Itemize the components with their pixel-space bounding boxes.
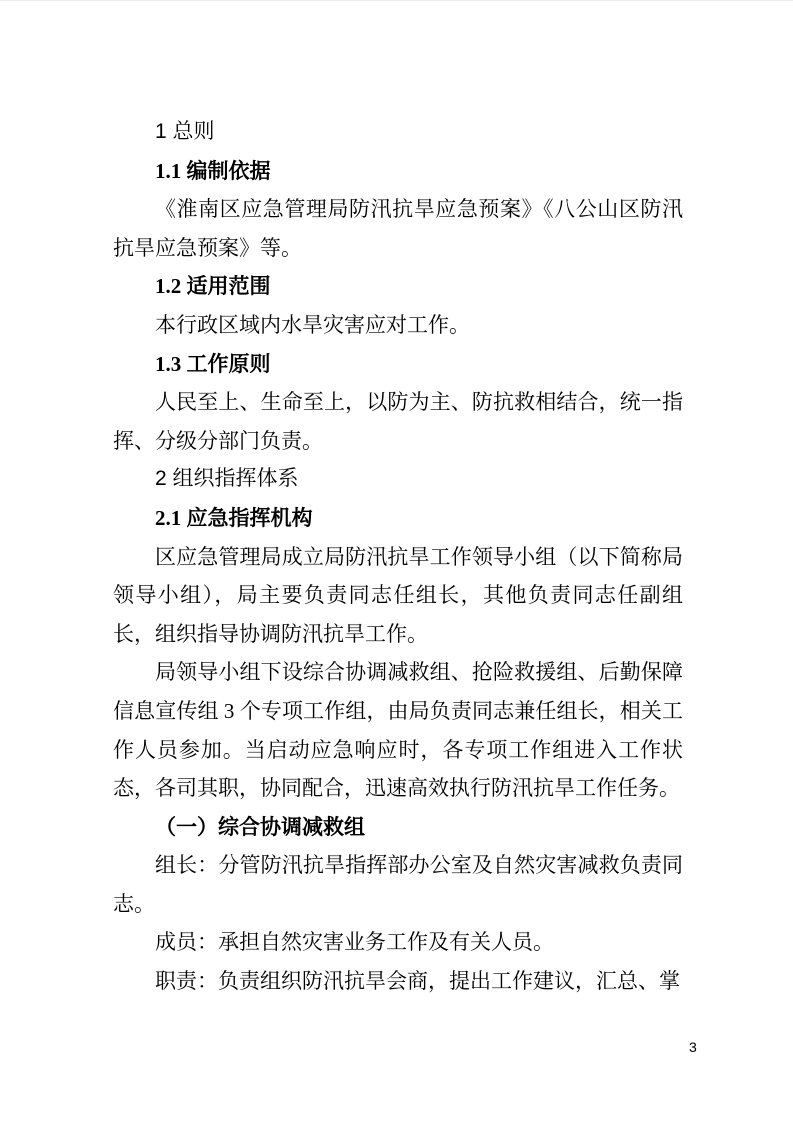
paragraph: 组长：分管防汛抗旱指挥部办公室及自然灾害减救负责同志。	[113, 853, 683, 916]
section-heading: 1.1 编制依据	[155, 158, 271, 183]
section-heading: （一）综合协调减救组	[155, 814, 365, 839]
paragraph: 成员：承担自然灾害业务工作及有关人员。	[155, 930, 554, 955]
paragraph: 区应急管理局成立局防汛抗旱工作领导小组（以下简称局领导小组），局主要负责同志任组长，其他负责同志任副组长，组织指导协调防汛抗旱工作。	[113, 544, 683, 646]
section-heading: 1 总则	[155, 120, 215, 143]
page-number: 3	[689, 1039, 697, 1055]
section-heading: 1.3 工作原则	[155, 351, 271, 376]
section-heading: 2.1 应急指挥机构	[155, 505, 313, 530]
paragraph: 职责：负责组织防汛抗旱会商，提出工作建议，汇总、掌	[155, 969, 680, 994]
section-heading: 2 组织指挥体系	[155, 467, 299, 491]
paragraph: 本行政区域内水旱灾害应对工作。	[155, 312, 470, 337]
document-body	[113, 113, 683, 1001]
paragraph: 《淮南区应急管理局防汛抗旱应急预案》《八公山区防汛抗旱应急预案》等。	[113, 197, 683, 260]
paragraph: 局领导小组下设综合协调减救组、抢险救援组、后勤保障信息宣传组 3 个专项工作组，由局负责同志兼任组长，相关工作人员参加。当启动应急响应时，各专项工作组进入工作状态，各司其职，协同配合，迅速高效执行防汛抗旱工作任务。	[113, 660, 683, 801]
paragraph: 人民至上、生命至上，以防为主、防抗救相结合，统一指挥、分级分部门负责。	[113, 390, 683, 453]
section-heading: 1.2 适用范围	[155, 274, 271, 299]
